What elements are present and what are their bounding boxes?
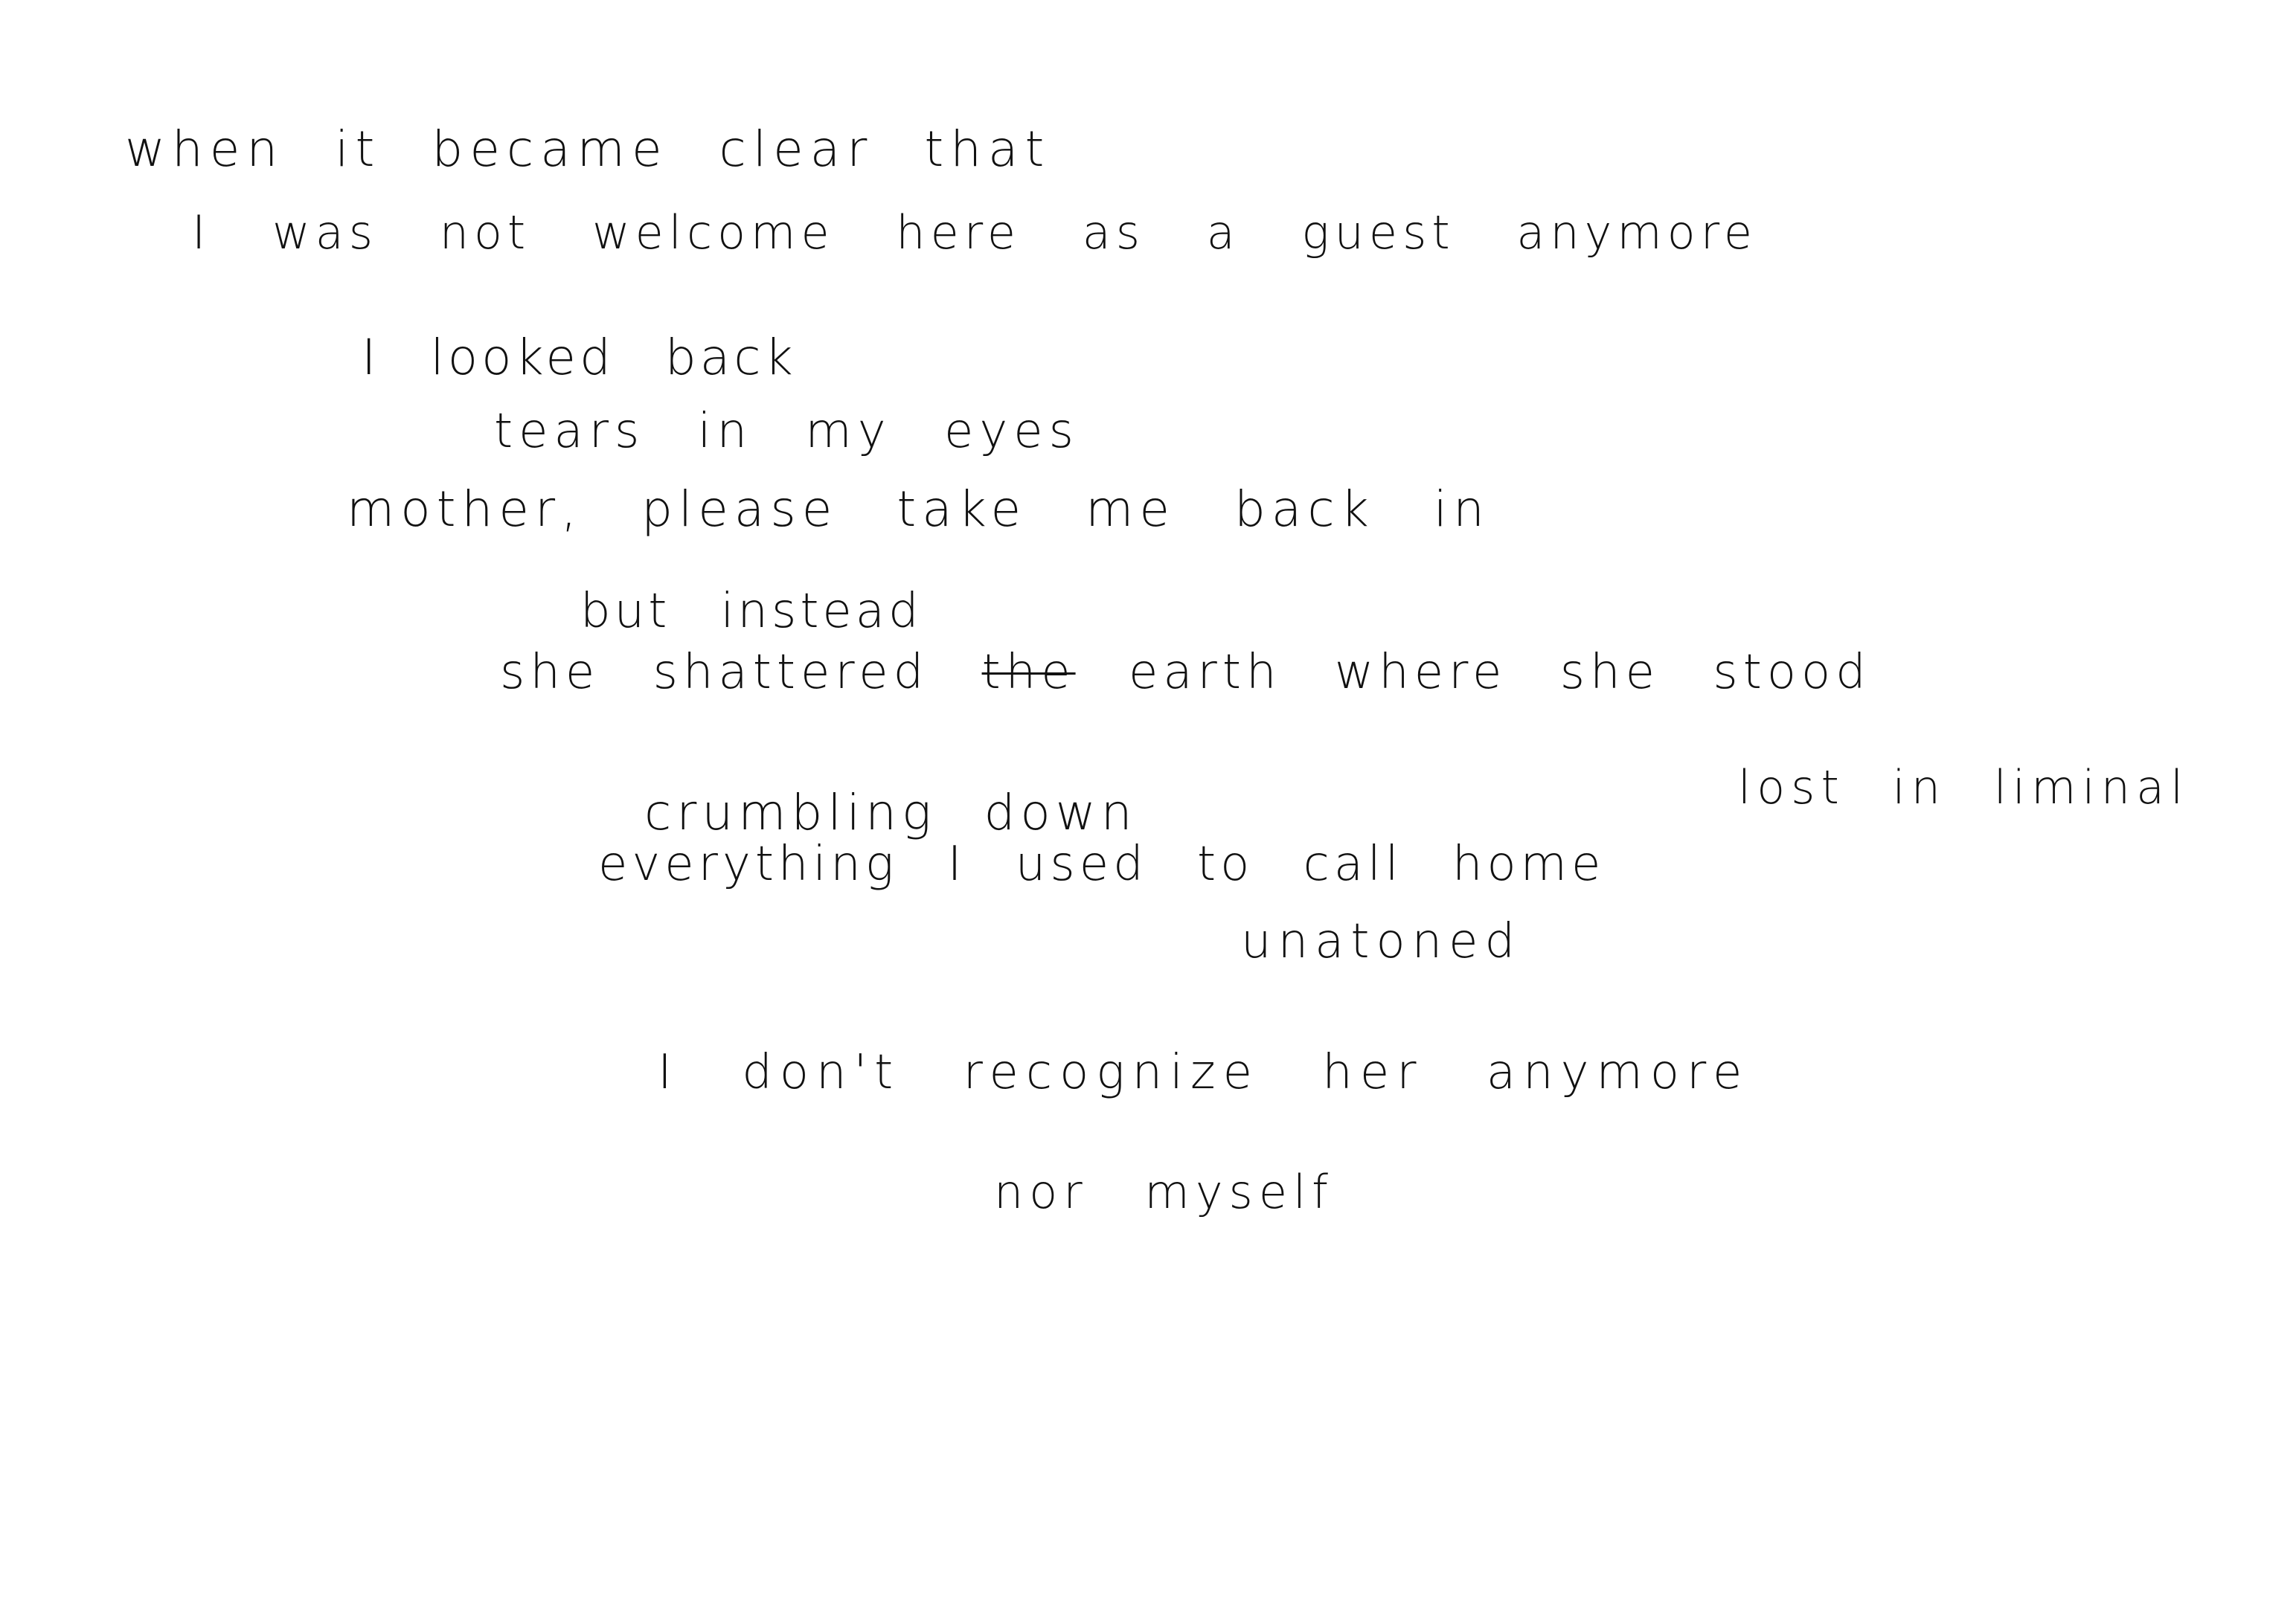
poem-line-3: I looked back bbox=[362, 329, 797, 386]
poem-line-2: I was not welcome here as a guest anymore bbox=[192, 205, 1757, 260]
poem-line-11: unatoned bbox=[1241, 914, 1522, 969]
poem-line-6: but instead bbox=[580, 584, 923, 639]
poem-line-9: crumbling down bbox=[644, 784, 1138, 841]
poem-line-7 bbox=[500, 645, 1871, 700]
poem-line-7-part-1: she shattered bbox=[500, 645, 929, 700]
poem-line-10: everything I used to call home bbox=[598, 837, 1606, 892]
poem-line-1: when it became clear that bbox=[125, 120, 1051, 178]
poem-line-13: nor myself bbox=[994, 1165, 1335, 1219]
poem-line-5: mother, please take me back in bbox=[347, 481, 1490, 538]
poem-line-7-part-3: earth where she stood bbox=[1128, 645, 1871, 700]
poem-line-4: tears in my eyes bbox=[494, 404, 1080, 459]
struck-word: the bbox=[981, 645, 1076, 700]
poem-line-8: lost in liminal bbox=[1738, 760, 2190, 814]
poem-line-12: I don't recognize her anymore bbox=[658, 1045, 1750, 1100]
